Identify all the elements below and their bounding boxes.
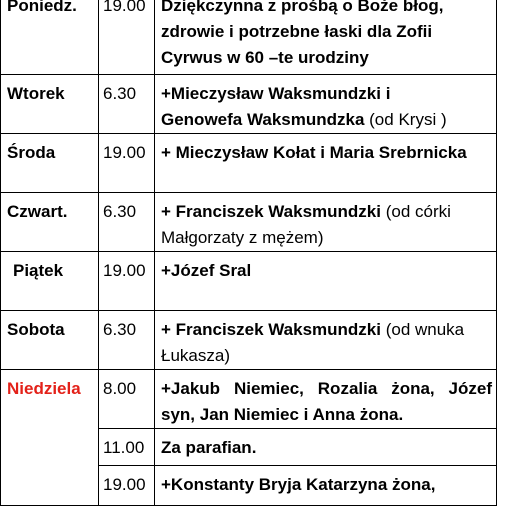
day-cell-sunday: Niedziela [1, 370, 99, 506]
day-cell: Piątek [1, 252, 99, 311]
intention-line: syn, Jan Niemiec i Anna żona. [161, 405, 404, 424]
intention-line: Łukasza) [161, 346, 230, 365]
intention-line: +Konstanty Bryja Katarzyna żona, [161, 475, 436, 494]
intention-note: (od Krysi ) [364, 110, 447, 129]
day-cell: Wtorek [1, 75, 99, 134]
intention-line [161, 107, 492, 133]
day-cell: Sobota [1, 311, 99, 370]
time-cell: 11.00 [99, 429, 155, 466]
time-cell: 19.00 [99, 134, 155, 193]
time-cell: 6.30 [99, 193, 155, 252]
table-row-wednesday [1, 134, 497, 193]
day-cell: Czwart. [1, 193, 99, 252]
time-cell: 6.30 [99, 311, 155, 370]
time-cell: 19.00 [99, 252, 155, 311]
intention-note: (od córki [380, 202, 451, 221]
intention-name: + Franciszek Waksmundzki [161, 320, 381, 339]
intention-cell [155, 370, 497, 429]
intention-name: + Franciszek Waksmundzki [161, 202, 381, 221]
table-row-tuesday [1, 75, 497, 134]
table-row-thursday [1, 193, 497, 252]
intention-line: + Mieczysław Kołat i Maria Srebrnicka [161, 143, 467, 162]
intention-cell [155, 252, 497, 311]
intention-line: Cyrwus w 60 –te urodziny [161, 48, 369, 67]
intention-line [161, 199, 492, 225]
intention-line: Dziękczynna z prośbą o Boże błog, [161, 0, 444, 15]
day-cell: Środa [1, 134, 99, 193]
intention-cell [155, 466, 497, 506]
intention-line: +Mieczysław Waksmundzki i [161, 84, 391, 103]
intention-name: Genowefa Waksmundzka [161, 110, 365, 129]
table-row-saturday [1, 311, 497, 370]
intention-line: Za parafian. [161, 438, 257, 457]
intention-cell [155, 75, 497, 134]
intention-cell [155, 0, 497, 75]
intention-cell [155, 134, 497, 193]
intention-cell [155, 193, 497, 252]
intention-cell [155, 311, 497, 370]
intention-note: (od wnuka [380, 320, 465, 339]
intention-line: Małgorzaty z mężem) [161, 228, 324, 247]
time-cell: 19.00 [99, 466, 155, 506]
table-row-friday [1, 252, 497, 311]
table-row-sunday [1, 370, 497, 429]
intention-cell [155, 429, 497, 466]
intention-line [161, 317, 492, 343]
time-cell: 19.00 [99, 0, 155, 75]
table-row-monday [1, 0, 497, 75]
time-cell: 8.00 [99, 370, 155, 429]
intention-line: +Józef Sral [161, 261, 252, 280]
intention-line: +Jakub Niemiec, Rozalia żona, Józef [161, 379, 492, 398]
time-cell: 6.30 [99, 75, 155, 134]
day-cell: Poniedz. [1, 0, 99, 75]
intention-line: zdrowie i potrzebne łaski dla Zofii [161, 22, 433, 41]
